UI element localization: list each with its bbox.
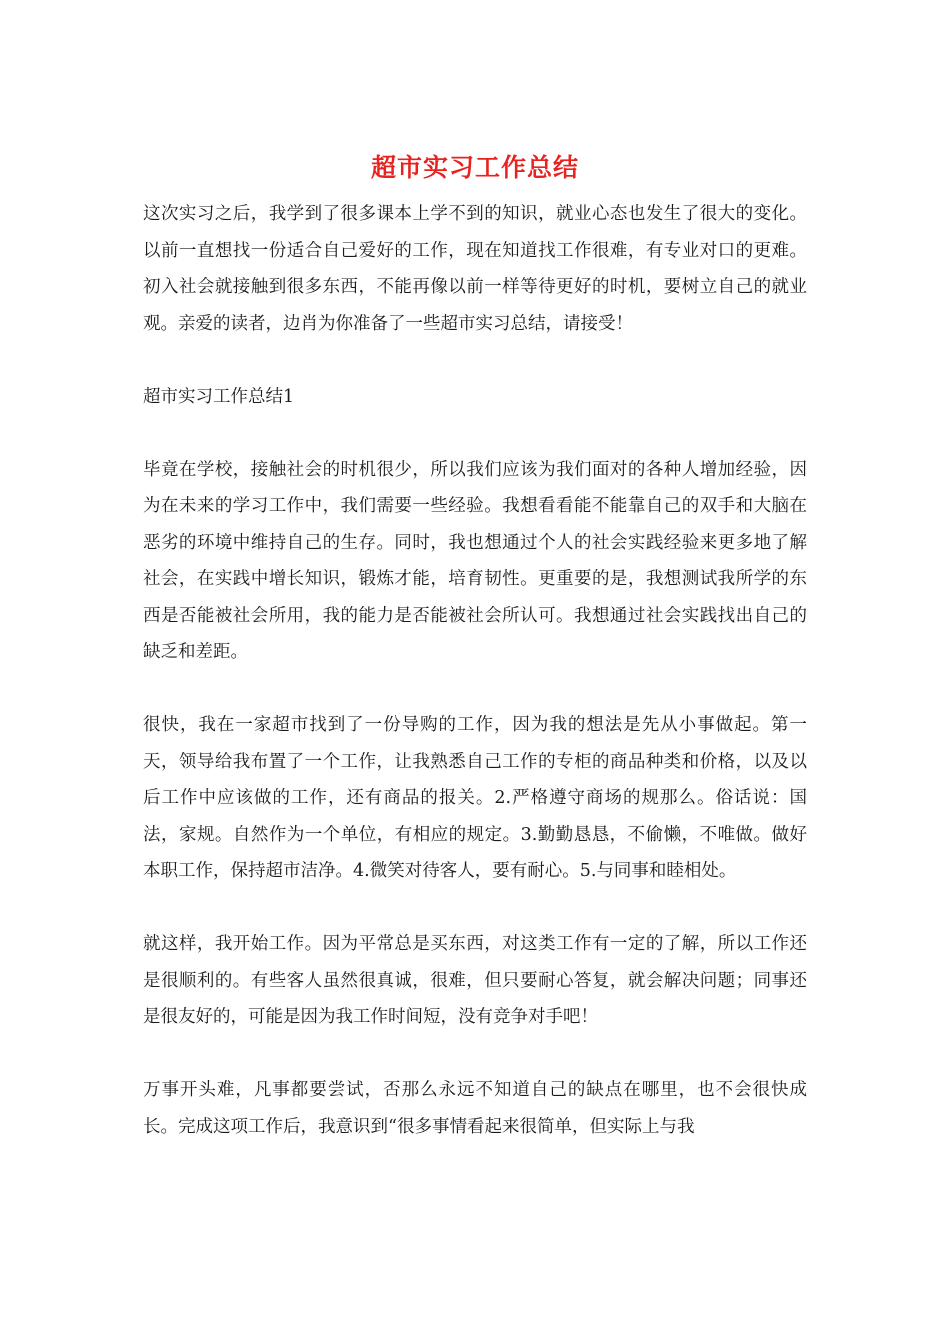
- document-title: 超市实习工作总结: [370, 153, 579, 182]
- body-paragraph: 很快，我在一家超市找到了一份导购的工作，因为我的想法是先从小事做起。第一天，领导给我布置了一个工作，让我熟悉自己工作的专柜的商品种类和价格，以及以后工作中应该做的工作，还有商品的报关。2.严格遵守商场的规那么。俗话说：国法，家规。自然作为一个单位，有相应的规定。3.勤勤恳恳，不偷懒，不唯做。做好本职工作，保持超市洁净。4.微笑对待客人，要有耐心。5.与同事和睦相处。: [143, 715, 807, 881]
- section-heading: 超市实习工作总结1: [143, 386, 295, 407]
- body-paragraph: 万事开头难，凡事都要尝试，否那么永远不知道自己的缺点在哪里，也不会很快成长。完成这项工作后，我意识到“很多事情看起来很简单，但实际上与我: [143, 1080, 807, 1137]
- body-paragraph: 毕竟在学校，接触社会的时机很少，所以我们应该为我们面对的各种人增加经验，因为在未来的学习工作中，我们需要一些经验。我想看看能不能靠自己的双手和大脑在恶劣的环境中维持自己的生存。同时，我也想通过个人的社会实践经验来更多地了解社会，在实践中增长知识，锻炼才能，培育韧性。更重要的是，我想测试我所学的东西是否能被社会所用，我的能力是否能被社会所认可。我想通过社会实践找出自己的缺乏和差距。: [143, 459, 807, 662]
- document-body: [143, 196, 807, 1182]
- body-paragraph: 就这样，我开始工作。因为平常总是买东西，对这类工作有一定的了解，所以工作还是很顺利的。有些客人虽然很真诚，很难，但只要耐心答复，就会解决问题；同事还是很友好的，可能是因为我工作时间短，没有竞争对手吧！: [143, 934, 807, 1027]
- intro-paragraph: 这次实习之后，我学到了很多课本上学不到的知识，就业心态也发生了很大的变化。以前一直想找一份适合自己爱好的工作，现在知道找工作很难，有专业对口的更难。初入社会就接触到很多东西，不能再像以前一样等待更好的时机，要树立自己的就业观。亲爱的读者，边肖为你准备了一些超市实习总结，请接受！: [143, 204, 807, 334]
